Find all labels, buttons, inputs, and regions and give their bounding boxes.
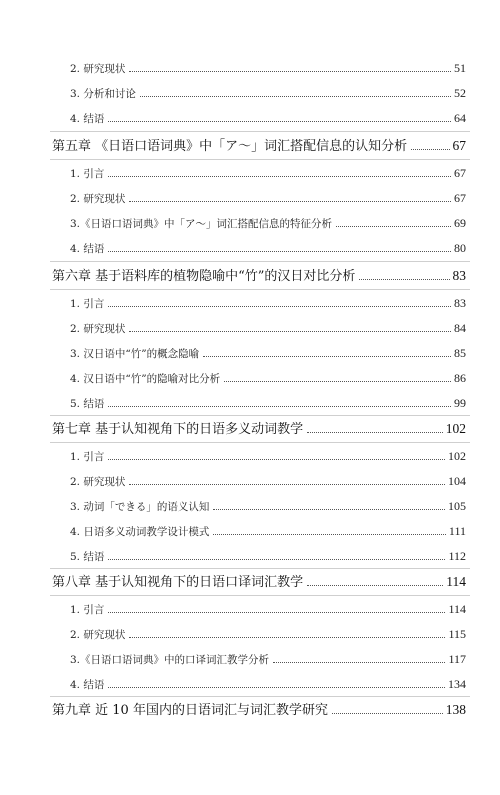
toc-chapter-page: 138 [445,702,466,717]
leader-dots [129,201,451,202]
toc-chapter-entry [52,572,466,590]
leader-dots [108,612,445,613]
toc-entry-page: 51 [454,61,466,75]
section-divider [50,159,470,160]
toc-entry [70,293,466,311]
leader-dots [213,534,446,535]
toc-entry-page: 86 [454,371,466,385]
toc-entry-title: 1. 引言 [70,298,105,310]
toc-chapter-page: 83 [452,268,466,283]
toc-entry [70,649,466,667]
toc-chapter-title: 第五章 《日语口语词典》中「ア～」词汇搭配信息的认知分析 [52,139,408,154]
toc-entry-title: 3. 汉日语中“竹”的概念隐喻 [70,348,200,360]
toc-entry [70,83,466,101]
toc-entry-title: 4. 结语 [70,243,105,255]
toc-chapter-page: 67 [452,138,466,153]
leader-dots [108,687,445,688]
toc-entry-title: 5. 结语 [70,398,105,410]
leader-dots [108,406,451,407]
toc-entry-page: 112 [448,549,466,563]
leader-dots [129,331,451,332]
leader-dots [129,484,445,485]
toc-entry-page: 134 [448,677,466,691]
toc-entry-title: 2. 研究现状 [70,629,126,641]
toc-chapter-entry [52,266,466,284]
leader-dots [108,176,451,177]
leader-dots [140,96,451,97]
toc-entry [70,58,466,76]
section-divider [50,415,470,416]
toc-entry [70,546,466,564]
toc-entry [70,343,466,361]
section-divider [50,696,470,697]
leader-dots [129,71,451,72]
toc-entry-page: 111 [448,524,466,538]
toc-chapter-entry [52,136,466,154]
toc-entry-title: 4. 日语多义动词教学设计模式 [70,526,210,538]
leader-dots [108,121,451,122]
section-divider [50,131,470,132]
leader-dots [108,251,451,252]
section-divider [50,595,470,596]
toc-entry [70,393,466,411]
leader-dots [332,713,443,714]
toc-entry [70,674,466,692]
toc-entry [70,496,466,514]
toc-entry-page: 64 [454,111,466,125]
leader-dots [411,149,449,150]
toc-entry-title: 3.《日语口语词典》中的口译词汇教学分析 [70,654,270,666]
toc-entry [70,213,466,231]
leader-dots [359,279,449,280]
toc-entry-page: 117 [448,652,466,666]
toc-entry [70,368,466,386]
toc-chapter-title: 第六章 基于语料库的植物隐喻中“竹”的汉日对比分析 [52,269,356,284]
toc-entry-page: 105 [448,499,466,513]
toc-entry [70,163,466,181]
toc-entry-page: 69 [454,216,466,230]
leader-dots [108,306,451,307]
toc-entry-page: 67 [454,191,466,205]
leader-dots [273,662,445,663]
toc-entry-page: 115 [448,627,466,641]
toc-entry [70,318,466,336]
leader-dots [213,509,445,510]
toc-entry-title: 5. 结语 [70,551,105,563]
section-divider [50,568,470,569]
toc-entry [70,108,466,126]
toc-entry-page: 99 [454,396,466,410]
toc-entry [70,624,466,642]
toc-entry-title: 4. 结语 [70,113,105,125]
toc-chapter-title: 第九章 近 10 年国内的日语词汇与词汇教学研究 [52,703,328,718]
leader-dots [307,585,443,586]
toc-entry-title: 1. 引言 [70,451,105,463]
leader-dots [129,637,445,638]
toc-entry-page: 80 [454,241,466,255]
toc-chapter-title: 第八章 基于认知视角下的日语口译词汇教学 [52,575,304,590]
toc-entry-page: 67 [454,166,466,180]
section-divider [50,261,470,262]
leader-dots [307,432,443,433]
toc-entry [70,238,466,256]
leader-dots [108,559,445,560]
toc-entry-title: 2. 研究现状 [70,476,126,488]
toc-chapter-page: 114 [446,574,466,589]
leader-dots [108,459,445,460]
toc-entry-title: 3. 分析和讨论 [70,88,136,100]
toc-entry-title: 3.《日语口语词典》中「ア～」词汇搭配信息的特征分析 [70,218,333,230]
toc-entry-page: 102 [448,449,466,463]
toc-entry-title: 1. 引言 [70,604,105,616]
toc-chapter-title: 第七章 基于认知视角下的日语多义动词教学 [52,422,304,437]
toc-entry-page: 52 [454,86,466,100]
toc-chapter-entry [52,700,466,718]
toc-entry-page: 84 [454,321,466,335]
leader-dots [224,381,451,382]
toc-entry-title: 4. 结语 [70,679,105,691]
toc-entry-title: 4. 汉日语中“竹”的隐喻对比分析 [70,373,221,385]
section-divider [50,289,470,290]
toc-entry [70,471,466,489]
toc-entry-page: 83 [454,296,466,310]
toc-entry-title: 2. 研究现状 [70,323,126,335]
toc-entry-page: 85 [454,346,466,360]
toc-entry-title: 2. 研究现状 [70,193,126,205]
toc-entry-title: 1. 引言 [70,168,105,180]
leader-dots [336,226,451,227]
toc-entry [70,446,466,464]
toc-entry-page: 114 [448,602,466,616]
toc-entry [70,599,466,617]
toc-entry-title: 3. 动词「できる」的语义认知 [70,501,210,513]
toc-entry [70,188,466,206]
toc-chapter-entry [52,419,466,437]
toc-entry-title: 2. 研究现状 [70,63,126,75]
toc-entry-page: 104 [448,474,466,488]
toc-chapter-page: 102 [445,421,466,436]
section-divider [50,442,470,443]
leader-dots [203,356,451,357]
toc-entry [70,521,466,539]
